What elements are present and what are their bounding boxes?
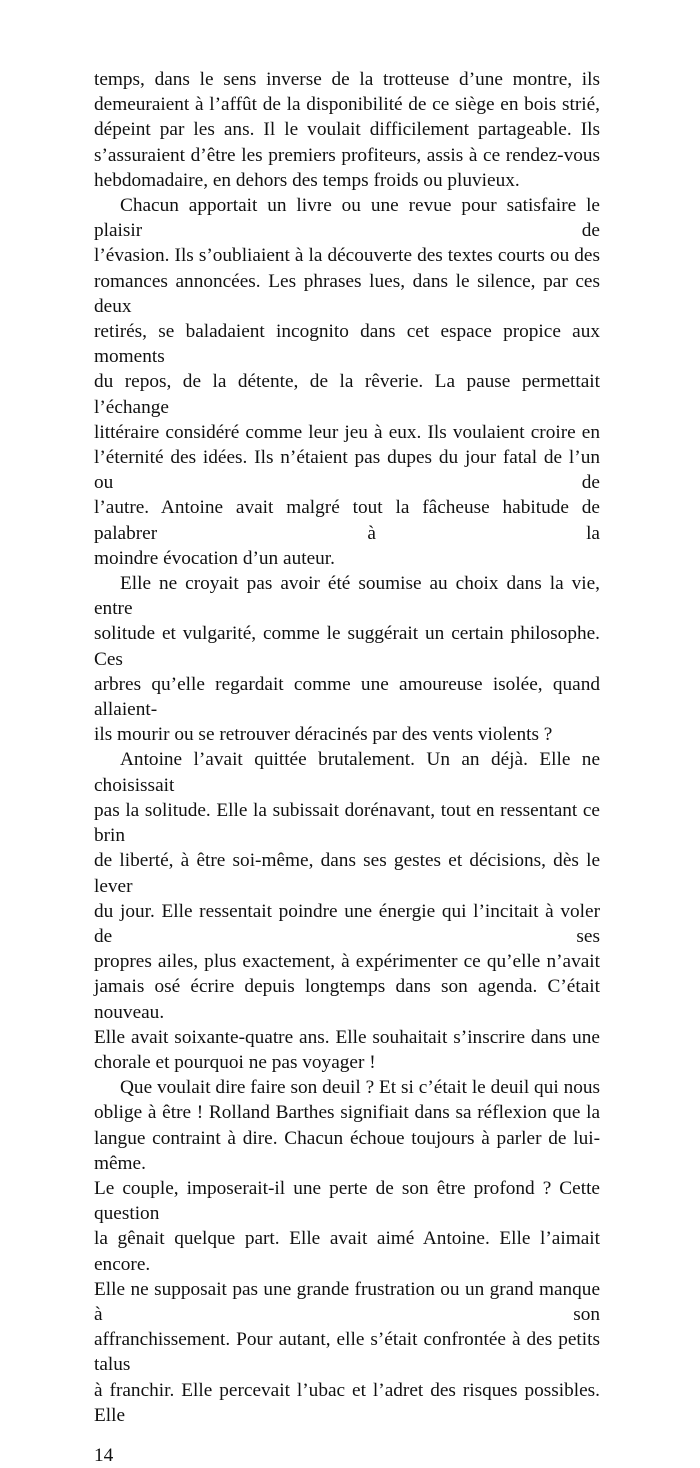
text-line: de liberté, à être soi-même, dans ses gestes et décisions, dès le lever (94, 850, 600, 897)
text-line: pas la solitude. Elle la subissait dorénavant, tout en ressentant ce brin (94, 799, 600, 847)
text-line: Chacun apportait un livre ou une revue pour satisfaire le plaisir de (94, 195, 600, 242)
text-line: Que voulait dire faire son deuil ? Et si c’était le deuil qui nous (120, 1077, 600, 1099)
text-line: à franchir. Elle percevait l’ubac et l’adret des risques possibles. Elle (94, 1379, 600, 1426)
text-line: l’autre. Antoine avait malgré tout la fâcheuse habitude de palabrer à la (94, 497, 600, 544)
paragraph (94, 67, 600, 193)
text-line: temps, dans le sens inverse de la trotteuse d’une montre, ils (94, 69, 600, 90)
text-line: langue contraint à dire. Chacun échoue toujours à parler de lui-même. (94, 1127, 600, 1174)
paragraph (94, 193, 600, 571)
text-line: Elle ne croyait pas avoir été soumise au choix dans la vie, entre (94, 573, 600, 620)
paragraph (94, 1075, 600, 1428)
text-line: l’évasion. Ils s’oubliaient à la découverte des textes courts ou des (94, 245, 600, 267)
text-line: hebdomadaire, en dehors des temps froids ou pluvieux. (94, 169, 520, 191)
text-line: du jour. Elle ressentait poindre une énergie qui l’incitait à voler de ses (94, 900, 600, 947)
text-line: affranchissement. Pour autant, elle s’était confrontée à des petits talus (94, 1329, 600, 1376)
text-line: ils mourir ou se retrouver déracinés par des vents violents ? (94, 724, 553, 746)
text-line: Elle ne supposait pas une grande frustration ou un grand manque à son (94, 1278, 600, 1325)
text-line: l’éternité des idées. Ils n’étaient pas dupes du jour fatal de l’un ou de (94, 447, 600, 494)
page-body (94, 67, 600, 1428)
text-line: retirés, se baladaient incognito dans cet espace propice aux moments (94, 321, 600, 368)
text-line: jamais osé écrire depuis longtemps dans son agenda. C’était nouveau. (94, 976, 600, 1023)
text-line: propres ailes, plus exactement, à expérimenter ce qu’elle n’avait (94, 951, 600, 973)
text-line: moindre évocation d’un auteur. (94, 547, 335, 569)
text-line: Elle avait soixante-quatre ans. Elle souhaitait s’inscrire dans une (94, 1026, 600, 1048)
text-line: oblige à être ! Rolland Barthes signifiait dans sa réflexion que la (94, 1102, 600, 1124)
text-line: la gênait quelque part. Elle avait aimé Antoine. Elle l’aimait encore. (94, 1228, 600, 1275)
text-line: Antoine l’avait quittée brutalement. Un an déjà. Elle ne choisissait (94, 749, 600, 796)
paragraph (94, 747, 600, 1075)
text-line: du repos, de la détente, de la rêverie. La pause permettait l’échange (94, 371, 600, 418)
text-line: Le couple, imposerait-il une perte de son être profond ? Cette question (94, 1177, 600, 1225)
text-line: s’assuraient d’être les premiers profiteurs, assis à ce rendez-vous (94, 144, 600, 166)
text-line: solitude et vulgarité, comme le suggérait un certain philosophe. Ces (94, 623, 600, 670)
text-line: demeuraient à l’affût de la disponibilité de ce siège en bois strié, (94, 94, 600, 116)
text-line: dépeint par les ans. Il le voulait difficilement partageable. Ils (94, 119, 600, 141)
text-line: arbres qu’elle regardait comme une amoureuse isolée, quand allaient- (94, 673, 600, 721)
text-line: chorale et pourquoi ne pas voyager ! (94, 1051, 376, 1073)
paragraph (94, 571, 600, 747)
text-line: littéraire considéré comme leur jeu à eux. Ils voulaient croire en (94, 421, 600, 443)
page-number: 14 (94, 1444, 114, 1466)
text-line: romances annoncées. Les phrases lues, dans le silence, par ces deux (94, 270, 600, 317)
